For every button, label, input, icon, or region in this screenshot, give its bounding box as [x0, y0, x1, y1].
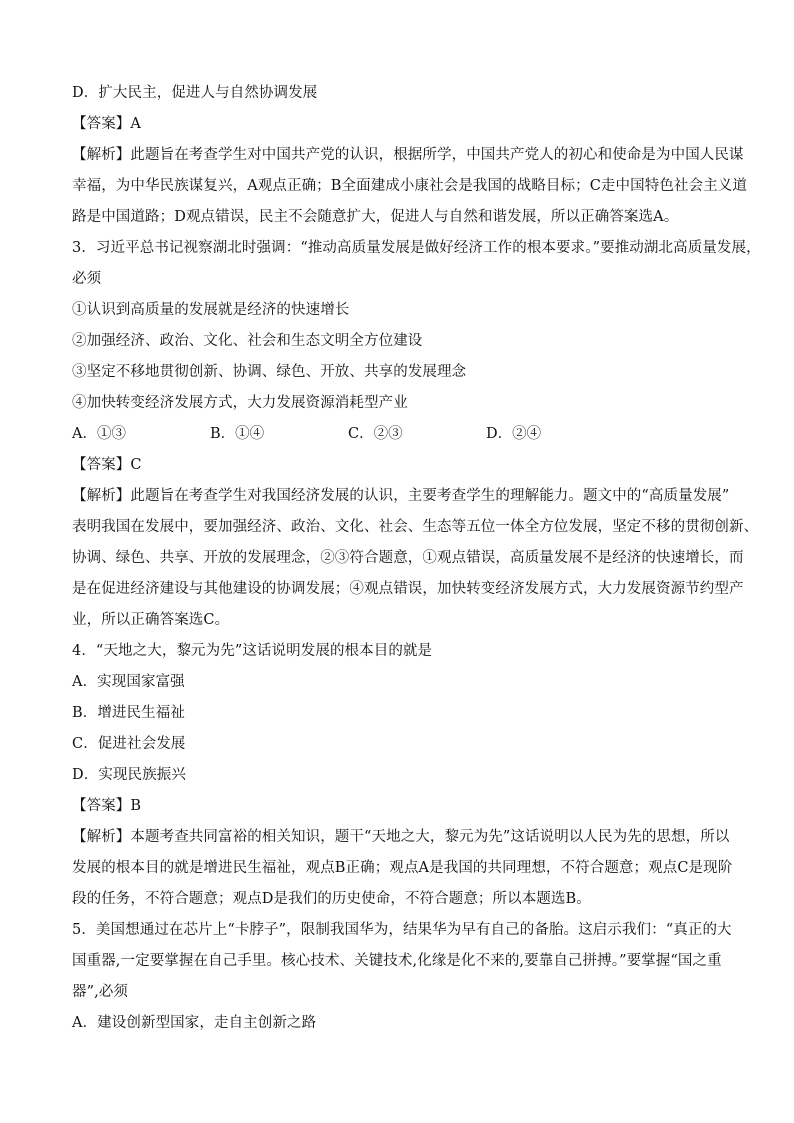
q5-option-a: A．建设创新型国家，走自主创新之路	[72, 1015, 317, 1031]
q3-option-d: D．②④	[486, 426, 542, 442]
q3-stem-line: 3．习近平总书记视察湖北时强调：“推动高质量发展是做好经济工作的根本要求。”要推动湖北高质量发展，	[72, 240, 761, 256]
q3-analysis-line: 表明我国在发展中，要加强经济、政治、文化、社会、生态等五位一体全方位发展，坚定不移的贯彻创新、	[72, 519, 759, 535]
q3-statement-4: ④加快转变经济发展方式，大力发展资源消耗型产业	[72, 395, 408, 411]
q2-analysis-line: 幸福，为中华民族谋复兴，A观点正确；B全面建成小康社会是我国的战略目标；C走中国特色社会主义道	[72, 178, 747, 194]
q3-answer: 【答案】C	[72, 457, 142, 473]
q4-analysis-line: 发展的根本目的就是增进民生福祉，观点B正确；观点A是我国的共同理想，不符合题意；观点C是现阶	[72, 860, 733, 876]
q4-answer: 【答案】B	[72, 798, 142, 814]
q4-option-b: B．增进民生福祉	[72, 705, 185, 721]
q3-option-a: A．①③	[72, 426, 126, 442]
q4-stem: 4．“天地之大，黎元为先”这话说明发展的根本目的就是	[72, 643, 433, 659]
q2-analysis-line: 路是中国道路；D观点错误，民主不会随意扩大，促进人与自然和谐发展，所以正确答案选A。	[72, 209, 679, 225]
document-body	[72, 78, 761, 1039]
q4-option-c: C．促进社会发展	[72, 736, 186, 752]
q2-analysis-line: 【解析】此题旨在考查学生对中国共产党的认识，根据所学，中国共产党人的初心和使命是为中国人民谋	[72, 147, 744, 163]
q5-stem-line: 5．美国想通过在芯片上“卡脖子”，限制我国华为，结果华为早有自己的备胎。这启示我们：“真正的大	[72, 922, 732, 938]
q3-analysis-line: 业，所以正确答案选C。	[72, 612, 230, 628]
q3-analysis-line: 是在促进经济建设与其他建设的协调发展；④观点错误，加快转变经济发展方式，大力发展资源节约型产	[72, 581, 744, 597]
q5-stem-line: 器”,必须	[72, 984, 129, 1000]
q3-analysis-line: 协调、绿色、共享、开放的发展理念，②③符合题意，①观点错误，高质量发展不是经济的快速增长，而	[72, 550, 744, 566]
q3-option-c: C．②③	[348, 426, 403, 442]
q3-statement-1: ①认识到高质量的发展就是经济的快速增长	[72, 302, 350, 318]
q3-option-b: B．①④	[210, 426, 265, 442]
q4-analysis-line: 段的任务，不符合题意；观点D是我们的历史使命，不符合题意；所以本题选B。	[72, 891, 591, 907]
q5-stem-line: 国重器,一定要掌握在自己手里。核心技术、关键技术,化缘是化不来的,要靠自己拼搏。”要掌握“国之重	[72, 953, 722, 969]
q3-statement-2: ②加强经济、政治、文化、社会和生态文明全方位建设	[72, 333, 423, 349]
q4-option-a: A．实现国家富强	[72, 674, 185, 690]
q3-options	[72, 419, 732, 450]
q3-stem-line: 必须	[72, 271, 102, 287]
q3-statement-3: ③坚定不移地贯彻创新、协调、绿色、开放、共享的发展理念	[72, 364, 467, 380]
q2-answer: 【答案】A	[72, 116, 141, 132]
q2-option-d: D．扩大民主，促进人与自然协调发展	[72, 85, 318, 101]
q4-analysis-line: 【解析】本题考查共同富裕的相关知识，题干“天地之大，黎元为先”这话说明以人民为先的思想，所以	[72, 829, 730, 845]
q4-option-d: D．实现民族振兴	[72, 767, 186, 783]
q3-analysis-line: 【解析】此题旨在考查学生对我国经济发展的认识，主要考查学生的理解能力。题文中的“高质量发展”	[72, 488, 730, 504]
